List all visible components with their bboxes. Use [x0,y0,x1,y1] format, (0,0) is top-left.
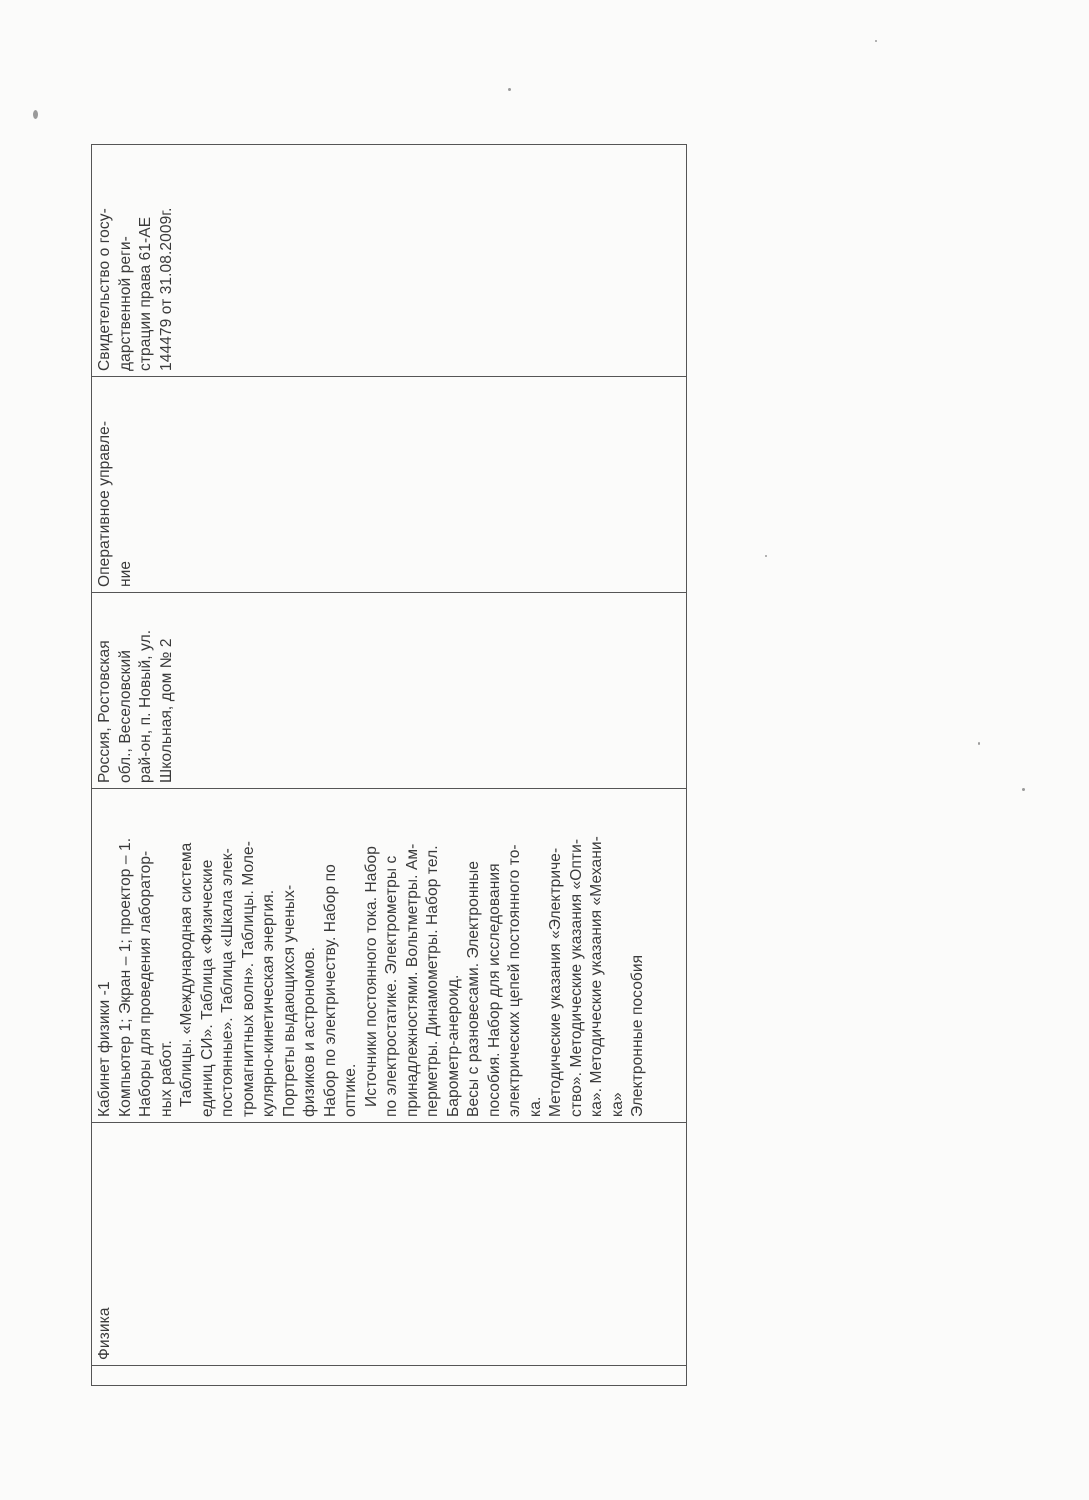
equipment-line: принадлежностями. Вольтметры. Ам- [403,843,421,1117]
document-line: дарственной реги- [116,236,134,371]
equipment-line: физиков и астрономов. [301,946,318,1117]
equipment-line: ка. [526,1096,544,1117]
equipment-line: Электронные пособия [629,954,646,1117]
address-line: обл., Веселовский [116,649,134,783]
equipment-line: по электростатике. Электрометры с [383,855,400,1117]
cell-subject [92,1122,686,1365]
equipment-line: ка». Методические указания «Механи- [588,836,605,1117]
cell-row-number [92,1365,686,1385]
scan-speck [1022,788,1025,791]
scan-speck [508,88,511,91]
table-frame [91,144,687,1386]
scan-speck [33,110,38,119]
right-type-line: ние [116,560,134,587]
subject-name: Физика [96,1307,113,1360]
address-line: рай-он, п. Новый, ул. [137,629,154,783]
equipment-line: кулярно-кинетическая энергия. [260,889,277,1117]
right-type-line: Оперативное управле- [96,420,113,587]
scan-speck [978,742,980,745]
cell-address [92,592,686,788]
equipment-line: ка» [608,1092,626,1117]
property-table [91,144,687,1386]
equipment-line: постоянные». Таблица «Шкала элек- [219,848,236,1117]
equipment-line: ных работ. [157,1040,175,1117]
document-line: 144479 от 31.08.2009г. [157,207,175,371]
equipment-line: Компьютер 1; Экран – 1; проектор – 1. [116,837,134,1117]
equipment-line: Наборы для проведения лаборатор- [137,850,154,1117]
equipment-line: Источники постоянного тока. Набор [362,846,380,1107]
equipment-line: Портреты выдающихся ученых- [280,884,298,1117]
equipment-line: электрических цепей постоянного то- [506,844,523,1117]
equipment-line: Методические указания «Электриче- [547,847,564,1117]
cell-equipment [92,788,686,1122]
document-line: страции права 61-АЕ [137,216,154,371]
cell-registration-document [92,145,686,376]
equipment-line: тромагнитных волн». Таблицы. Моле- [239,840,257,1117]
equipment-line: ство». Методические указания «Опти- [567,838,585,1117]
equipment-line: Барометр-анероид. [444,974,462,1117]
document-line: Свидетельство о госу- [96,208,113,371]
equipment-line: Таблицы. «Международная система [178,842,195,1107]
equipment-line: перметры. Динамометры. Набор тел. [424,845,441,1117]
equipment-line: единиц СИ». Таблица «Физические [198,859,216,1117]
address-line: Россия, Ростовская [96,640,113,783]
equipment-line: Весы с разновесами. Электронные [465,860,482,1117]
address-line: Школьная, дом № 2 [157,638,175,783]
scan-speck [875,40,877,42]
equipment-line: Набор по электричеству. Набор по [321,864,339,1117]
equipment-line: пособия. Набор для исследования [485,863,503,1117]
scan-speck [765,555,767,557]
cell-right-type [92,376,686,592]
equipment-line: оптике. [342,1063,359,1117]
equipment-line: Кабинет физики -1 [96,981,113,1117]
